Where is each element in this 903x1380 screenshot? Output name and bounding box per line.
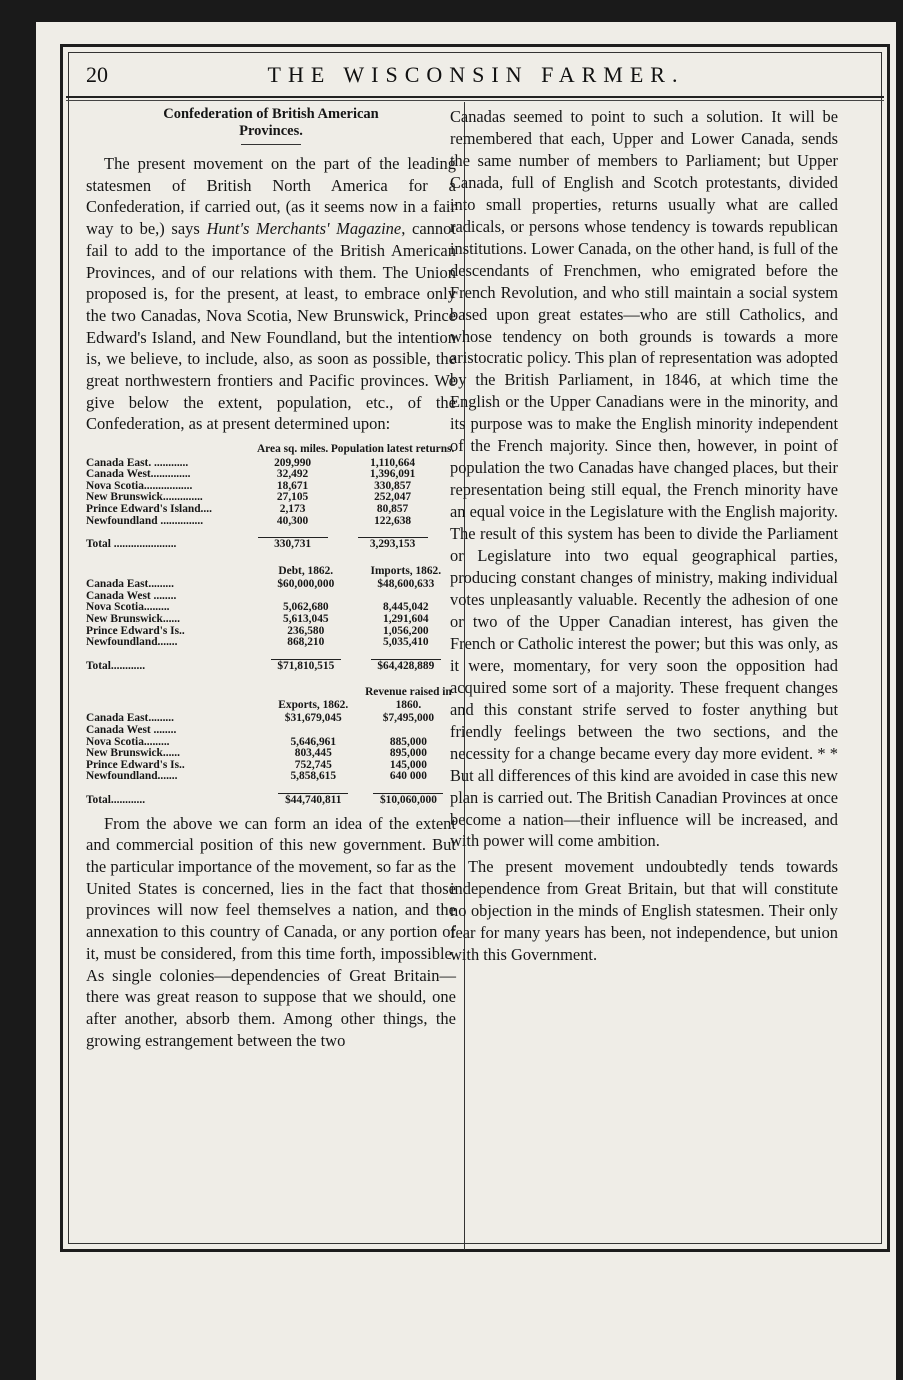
table-row: Canada West ........ xyxy=(86,589,177,602)
col-header: Revenue raised in 1860. xyxy=(365,686,452,711)
table-row: New Brunswick.............. 27,105 252,047 xyxy=(86,491,412,504)
table-row: Canada West.............. 32,492 1,396,091 xyxy=(86,468,416,481)
table-row: New Brunswick...... 5,613,045 1,291,604 xyxy=(86,613,429,626)
left-column xyxy=(86,106,456,1051)
paragraph-canadas: Canadas seemed to point to such a solution. It will be remembered that each, Upper and Lower Canada, sends the same number of members to Parliament; but Upper Canada, full of English and Scotch protestants, divided into small properties, returns usually what are called radicals, or persons whose tendency is towards republican institutions. Lower Canada, on the other hand, is full of the descendants of Frenchmen, who emigrated before the French Revolution, and who still maintain a social system based upon great estates—who are still Catholics, and whose tendency on both grounds is towards a more aristocratic policy. This plan of representation was adopted by the British Parliament, in 1846, at which time the English or the Upper Canadians were in the minority, and its purpose was to make the English minority independent of the French majority. Since then, however, in point of population the two Canadas have changed places, but their representation being still equal, the French minority have an equal voice in the Legislature with the English majority. The result of this system has been to divide the Parliament or Legislature into two equal geographical parties, producing constant changes of ministry, making individual votes unpleasantly valuable. Recently the adhesion of one or two of the Upper Canadian interest, has given the French or Catholic interest the power; but this was only, as it were, momentary, for very soon the opposition had acquired some sort of a majority. These frequent changes and this constant strife served to foster anything but friendly feelings between the two sections, and the necessity for a change became every day more evident. * * But all differences of this kind are avoided in case this new plan is carried out. The British Canadian Provinces at once become a nation—their influence will be increased, and with power will come ambition. xyxy=(450,107,838,851)
table-row: Nova Scotia......... 5,646,961 885,000 xyxy=(86,735,427,748)
col-header: Population latest returns. xyxy=(330,443,455,456)
paragraph-independence: The present movement undoubtedly tends towards independence from Great Britain, but that will constitute no objection in the minds of English statesmen. Their only fear for many years has been, not independence, but union with this Government. xyxy=(450,857,838,965)
paragraph-commentary: From the above we can form an idea of the extent and commercial position of this new government. But the particular importance of the movement, so far as the United States is concerned, lies in the fact that those provinces will now feel themselves a nation, and the annexation to this country of Canada, or any portion of it, must be considered, from this time forth, impossible. As single colonies—dependencies of Great Britain—there was great reason to suppose that we should, one after another, absorb them. Among other things, the growing estrangement between the two xyxy=(86,813,456,1050)
col-header: Imports, 1862. xyxy=(370,564,442,577)
exports-revenue-table xyxy=(86,680,456,812)
table-row: Newfoundland ............... 40,300 122,638 xyxy=(86,514,412,527)
table-row: Prince Edward's Is.. 236,580 1,056,200 xyxy=(86,624,429,637)
heading-line-2: Provinces. xyxy=(239,123,303,139)
table-row: Canada East......... $60,000,000 $48,600,633 xyxy=(86,578,435,591)
running-title: THE WISCONSIN FARMER. xyxy=(267,62,685,87)
table-row: Nova Scotia................. 18,671 330,857 xyxy=(86,479,412,492)
col-header: Exports, 1862. xyxy=(278,698,349,711)
table-row: Canada East......... $31,679,045 $7,495,000 xyxy=(86,712,435,725)
table-row: Newfoundland....... 5,858,615 640 000 xyxy=(86,770,427,783)
heading-rule xyxy=(241,144,301,145)
table-row: Nova Scotia......... 5,062,680 8,445,042 xyxy=(86,601,429,614)
table-row: Canada East. ............ 209,990 1,110,664 xyxy=(86,456,416,469)
debt-imports-table xyxy=(86,559,456,679)
table-total-row: Total ...................... 330,731 3,293,153 xyxy=(86,527,456,557)
header-rule xyxy=(66,96,884,98)
table-total-row: Total............ $71,810,515 $64,428,889 xyxy=(86,649,456,679)
table-row: Prince Edward's Is.. 752,745 145,000 xyxy=(86,758,427,771)
article-heading xyxy=(86,106,456,140)
heading-line-1: Confederation of British American xyxy=(163,106,379,122)
table-row: Prince Edward's Island.... 2,173 80,857 xyxy=(86,503,409,516)
page-number: 20 xyxy=(86,62,108,87)
right-column xyxy=(450,106,838,966)
table-row: New Brunswick...... 803,445 895,000 xyxy=(86,747,427,760)
header-rule-thin xyxy=(66,100,884,101)
area-population-table xyxy=(86,437,456,557)
col-header: Area sq. miles. xyxy=(256,443,329,456)
table-row: Newfoundland....... 868,210 5,035,410 xyxy=(86,636,429,649)
table-total-row: Total............ $44,740,811 $10,060,000 xyxy=(86,783,456,813)
magazine-page xyxy=(36,22,896,1380)
table-row: Canada West ........ xyxy=(86,724,177,737)
paragraph-intro: The present movement on the part of the leading statesmen of British North America for a Confederation, if carried out, (as it seems now in a fair way to be,) says Hunt's Merchants' Magazine, cannot fail to add to the importance of the British American Provinces, and of our relations with them. The Union proposed is, for the present, at least, to embrace only the two Canadas, Nova Scotia, New Brunswick, Prince Edward's Island, and New Foundland, but the intention is, we believe, to include, also, as soon as possible, the great northwestern frontiers and Pacific provinces. We give below the extent, population, etc., of the Confederation, as at present determined upon: xyxy=(86,154,456,434)
source-title: Hunt's Merchants' Magazine xyxy=(206,219,402,239)
col-header: Debt, 1862. xyxy=(278,564,334,577)
